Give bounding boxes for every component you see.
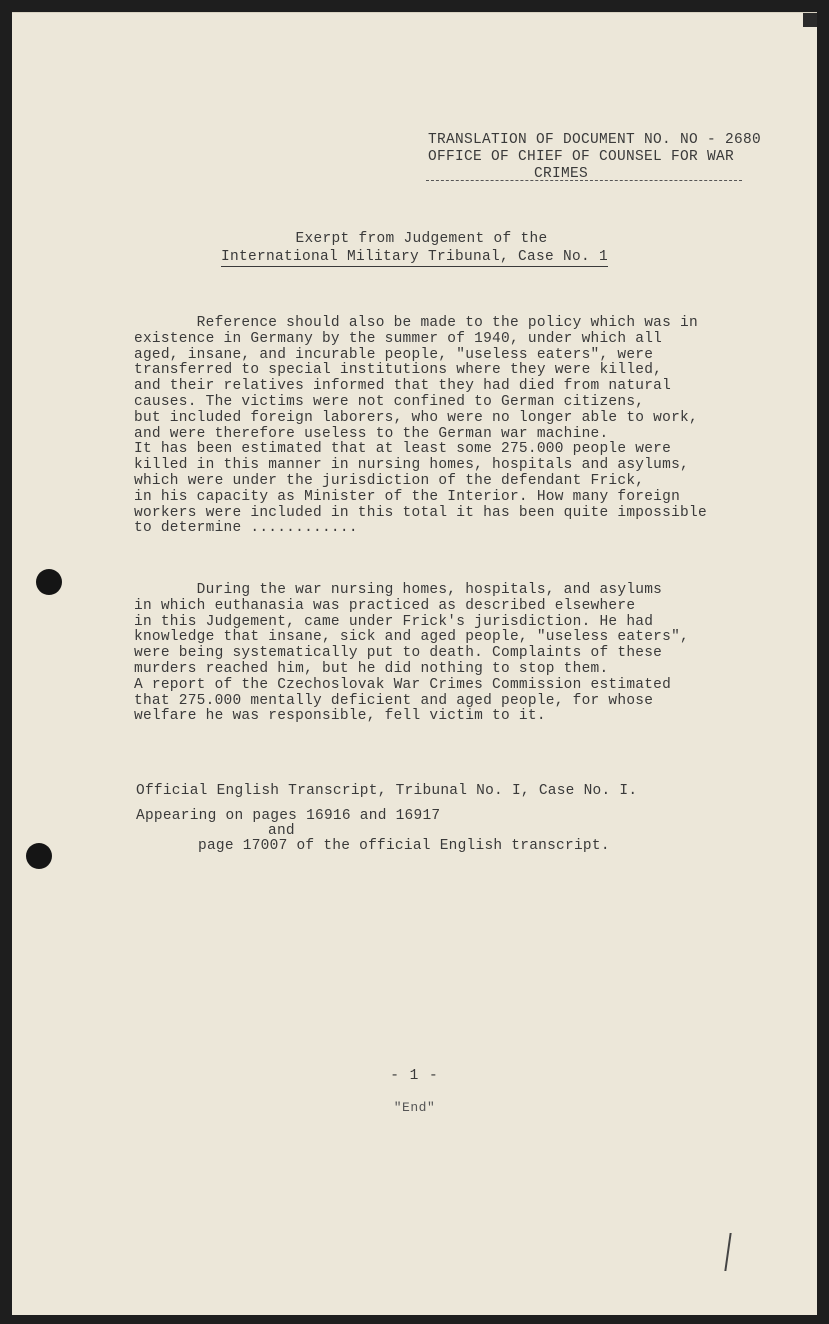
transcript-reference: [136, 783, 736, 855]
header-underline: [426, 180, 742, 181]
text-line: workers were included in this total it has been quite impossible: [134, 504, 707, 521]
text-line: that 275.000 mentally deficient and aged people, for whose: [134, 692, 654, 709]
text-line: murders reached him, but he did nothing to stop them.: [134, 660, 609, 677]
text-line: knowledge that insane, sick and aged people, "useless eaters",: [134, 629, 689, 646]
end-mark: "End": [393, 1100, 436, 1115]
text-line: During the war nursing homes, hospitals, and asylums: [134, 582, 663, 598]
document-title-line1: Exerpt from Judgement of the: [295, 231, 548, 247]
page-number: - 1 -: [390, 1068, 439, 1084]
document-title-line2: [0, 248, 829, 266]
header-translation-line: TRANSLATION OF DOCUMENT NO. NO - 2680: [428, 132, 762, 148]
text-line: existence in Germany by the summer of 1940, under which all: [134, 330, 663, 347]
transcript-source-line: Official English Transcript, Tribunal No. I, Case No. I.: [136, 783, 638, 799]
text-line: welfare he was responsible, fell victim to it.: [134, 708, 546, 725]
corner-mark: [803, 13, 817, 27]
transcript-page-line: page 17007 of the official English transcript.: [198, 838, 610, 854]
text-line: killed in this manner in nursing homes, hospitals and asylums,: [134, 457, 689, 474]
text-line: in his capacity as Minister of the Interior. How many foreign: [134, 488, 681, 505]
header-office-line: OFFICE OF CHIEF OF COUNSEL FOR WAR: [428, 149, 735, 165]
text-line: A report of the Czechoslovak War Crimes Commission estimated: [134, 676, 672, 693]
text-line: in this Judgement, came under Frick's jurisdiction. He had: [134, 613, 654, 630]
text-line: and were therefore useless to the German war machine.: [134, 425, 609, 442]
paragraph-frick: [134, 583, 714, 725]
text-line: It has been estimated that at least some 275.000 people were: [134, 441, 672, 458]
document-header: [428, 132, 762, 183]
text-line: transferred to special institutions where they were killed,: [134, 362, 663, 379]
transcript-and-line: and: [268, 823, 295, 839]
text-line: which were under the jurisdiction of the defendant Frick,: [134, 472, 645, 489]
paragraph-policy: [134, 316, 714, 537]
document-title-underlined: International Military Tribunal, Case No. 1: [220, 249, 609, 265]
text-line: but included foreign laborers, who were no longer able to work,: [134, 409, 698, 426]
text-line: were being systematically put to death. Complaints of these: [134, 645, 663, 662]
punch-hole: [36, 569, 62, 595]
text-line: to determine ............: [134, 520, 358, 537]
text-line: aged, insane, and incurable people, "useless eaters", were: [134, 346, 654, 363]
text-line: in which euthanasia was practiced as described elsewhere: [134, 597, 636, 614]
transcript-pages-line: Appearing on pages 16916 and 16917: [136, 808, 441, 824]
header-crimes-line: CRIMES: [534, 166, 589, 182]
punch-hole: [26, 843, 52, 869]
text-line: causes. The victims were not confined to German citizens,: [134, 393, 645, 410]
text-line: Reference should also be made to the policy which was in: [134, 315, 698, 331]
text-line: and their relatives informed that they had died from natural: [134, 378, 672, 395]
